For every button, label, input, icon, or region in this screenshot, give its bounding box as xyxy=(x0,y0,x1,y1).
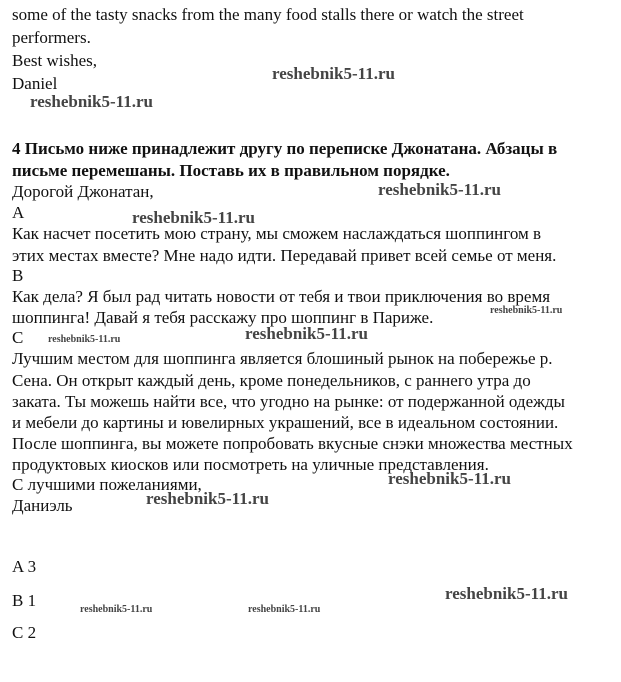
watermark: reshebnik5-11.ru xyxy=(30,92,153,111)
letter-signature: Даниэль xyxy=(12,496,73,515)
watermark: reshebnik5-11.ru xyxy=(378,180,501,199)
watermark: reshebnik5-11.ru xyxy=(490,305,563,316)
letter-signature: Daniel xyxy=(12,74,58,93)
paragraph-c-line: и мебели до картины и ювелирных украшений, все в идеальном состоянии. xyxy=(12,413,559,432)
paragraph-b-line: шоппинга! Давай я тебя расскажу про шоппинг в Париже. xyxy=(12,308,434,327)
paragraph-label-c: C xyxy=(12,328,24,347)
paragraph-c-line: После шоппинга, вы можете попробовать вкусные снэки множества местных xyxy=(12,434,573,453)
watermark: reshebnik5-11.ru xyxy=(445,584,568,603)
paragraph-c-line: продуктовых киосков или посмотреть на уличные представления. xyxy=(12,455,489,474)
paragraph-c-line: заката. Ты можешь найти все, что угодно на рынке: от подержанной одежды xyxy=(12,392,565,411)
paragraph-b-line: Как дела? Я был рад читать новости от тебя и твои приключения во время xyxy=(12,287,551,306)
watermark: reshebnik5-11.ru xyxy=(248,604,321,615)
task-heading: 4 Письмо ниже принадлежит другу по переписке Джонатана. Абзацы в xyxy=(12,139,558,158)
watermark: reshebnik5-11.ru xyxy=(48,334,121,345)
watermark: reshebnik5-11.ru xyxy=(132,208,255,227)
watermark: reshebnik5-11.ru xyxy=(272,64,395,83)
paragraph-c-line: Сена. Он открыт каждый день, кроме понедельников, с раннего утра до xyxy=(12,371,531,390)
paragraph-a-line: этих местах вместе? Мне надо идти. Передавай привет всей семье от меня. xyxy=(12,246,557,265)
watermark: reshebnik5-11.ru xyxy=(146,489,269,508)
paragraph-c-line: Лучшим местом для шоппинга является блошиный рынок на побережье р. xyxy=(12,349,553,368)
paragraph-label-b: B xyxy=(12,266,24,285)
letter-text-line: performers. xyxy=(12,28,91,47)
paragraph-label-a: A xyxy=(12,203,25,222)
answer-c: C 2 xyxy=(12,623,37,642)
answer-b: B 1 xyxy=(12,591,37,610)
letter-greeting: Дорогой Джонатан, xyxy=(12,182,154,201)
watermark: reshebnik5-11.ru xyxy=(80,604,153,615)
paragraph-a-line: Как насчет посетить мою страну, мы сможем наслаждаться шоппингом в xyxy=(12,224,542,243)
letter-text-line: some of the tasty snacks from the many food stalls there or watch the street xyxy=(12,5,524,24)
answer-a: A 3 xyxy=(12,557,37,576)
watermark: reshebnik5-11.ru xyxy=(245,324,368,343)
watermark: reshebnik5-11.ru xyxy=(388,469,511,488)
task-heading: письме перемешаны. Поставь их в правильном порядке. xyxy=(12,161,450,180)
letter-closing: Best wishes, xyxy=(12,51,97,70)
letter-closing: С лучшими пожеланиями, xyxy=(12,475,202,494)
